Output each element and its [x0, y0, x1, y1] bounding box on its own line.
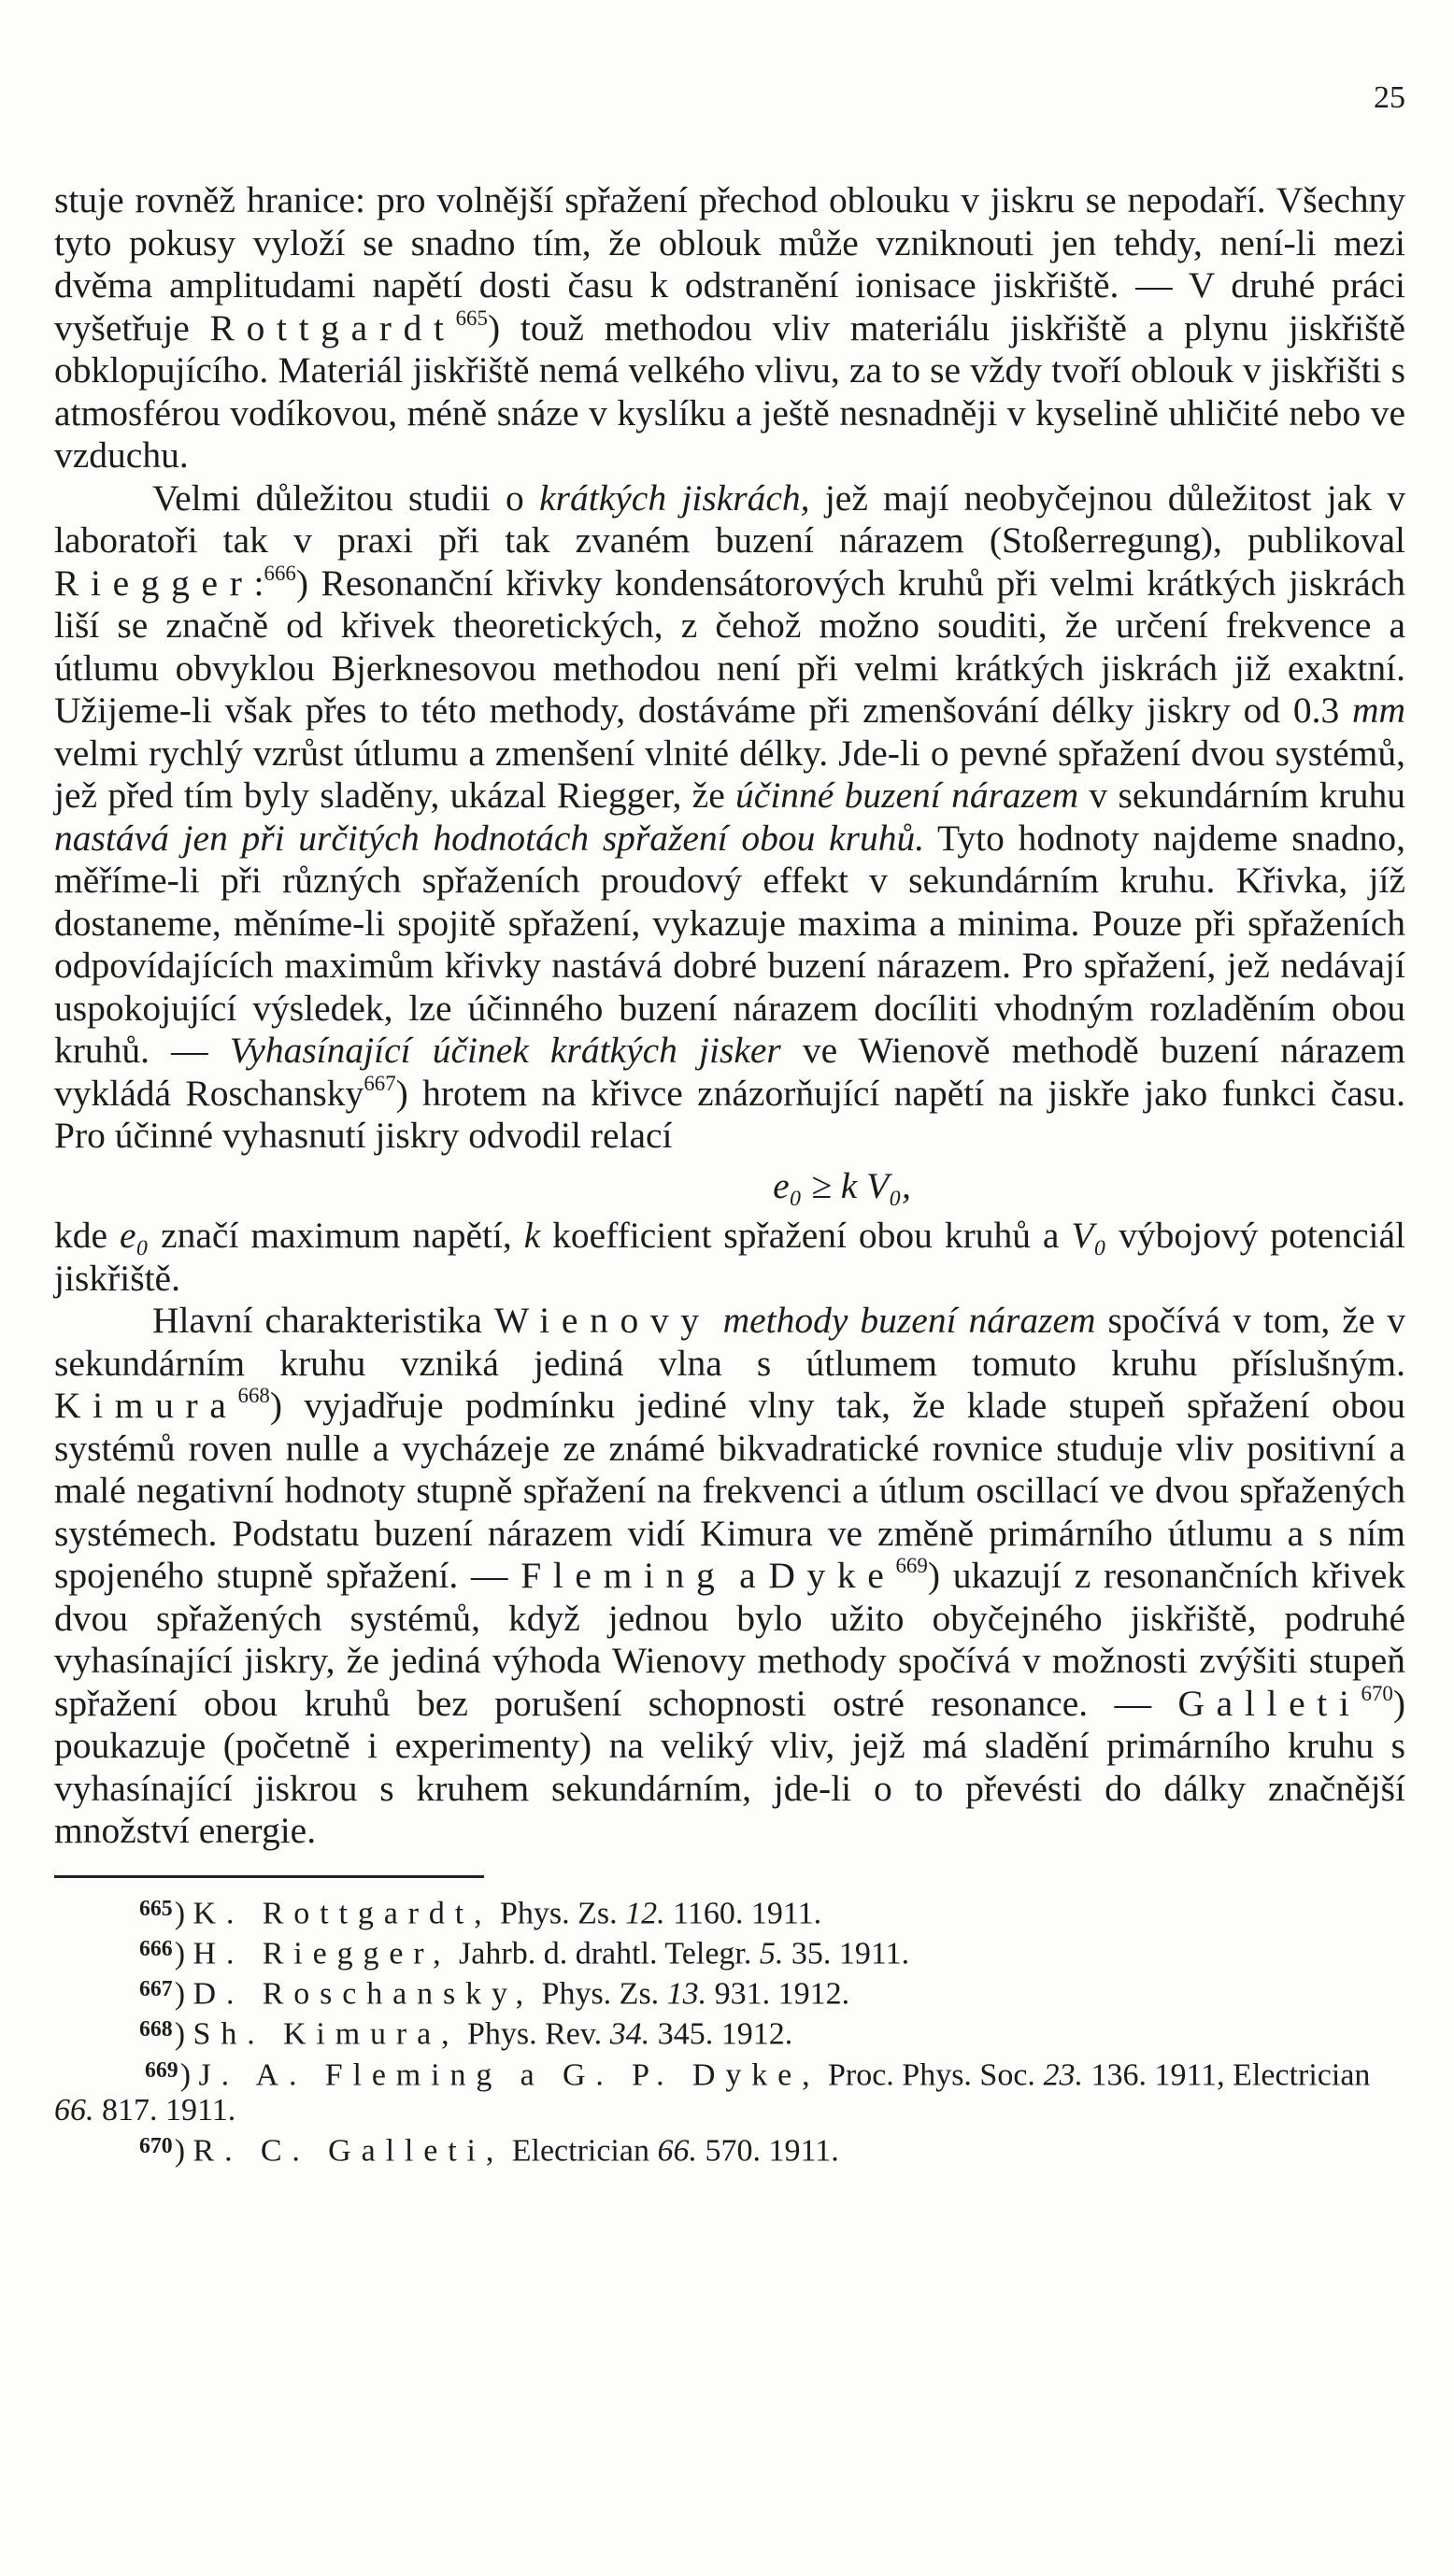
footnote-volume: 13.	[666, 1976, 707, 2012]
paragraph-3	[54, 1215, 1405, 1300]
paragraph-1	[54, 179, 1405, 477]
text-run: stuje rovněž hranice: pro volnější spřažení přechod oblouku v jiskru se nepodaří. Všechny tyto pokusy vyloží se snadno tím, že oblouk může vzniknouti jen tehdy, není-li mezi dvěma amplitudami napětí dosti času k odstranění ionisace jiskřiště. — V druhé práci vyšetřuje	[54, 179, 1405, 349]
symbol: k	[523, 1215, 541, 1256]
text-run: Hlavní charakteristika	[152, 1300, 494, 1341]
emphasis: Vyhasínající účinek krátkých jisker	[229, 1030, 781, 1071]
text-run: velmi rychlý vzrůst útlumu a zmenšení vlnité délky. Jde-li o pevné spřažení dvou systémů, jež před tím byly sladěny, ukázal Riegger, že	[54, 732, 1405, 816]
footnote-ref: 667	[364, 1071, 396, 1095]
footnote-journal: Phys. Zs.	[534, 1976, 667, 2012]
footnote-rest: 345. 1912.	[649, 2016, 793, 2052]
text-run: :	[253, 562, 264, 604]
text-run: ) hrotem na křivce znázorňující napětí na jiskře jako funkci času. Pro účinné vyhasnutí jiskry odvodil relací	[54, 1072, 1405, 1156]
footnote-ref: 668	[237, 1383, 270, 1407]
footnote-rest: 931. 1912.	[706, 1976, 850, 2012]
footnote-divider	[54, 1875, 484, 1878]
footnote-rest: 136. 1911, Electrician	[1082, 2057, 1371, 2093]
footnote-rest: 1160. 1911.	[664, 1895, 822, 1930]
author-name: Riegger	[54, 562, 254, 604]
paragraph-2	[54, 477, 1405, 1158]
footnote-volume: 23.	[1043, 2057, 1083, 2093]
author-name: Kimura	[54, 1385, 238, 1426]
footnote-volume: 12.	[625, 1895, 665, 1930]
emphasis: krátkých jiskrách,	[539, 477, 810, 519]
author-name: Galleti	[1177, 1682, 1361, 1724]
unit: mm	[1351, 690, 1405, 731]
symbol: V₀	[1071, 1215, 1107, 1256]
text-run: koefficient spřažení obou kruhů a	[540, 1215, 1072, 1256]
footnote: $^{667}$) D. Roschansky, Phys. Zs. 13. 931. 1912.	[139, 1976, 850, 2012]
footnote-author: H. Riegger,	[192, 1936, 451, 1971]
text-run: ) poukazuje (početně i experimenty) na veliký vliv, jejž má sladění primárního kruhu s vyhasínající jiskrou s kruhem sekundárním, jde-li o to převésti do dálky značnější množství energie.	[54, 1682, 1405, 1851]
author-name: Dyke	[768, 1555, 896, 1596]
text-run: a	[726, 1555, 769, 1596]
footnote-number: 668	[139, 2017, 173, 2042]
emphasis: nastává jen při určitých hodnotách spřažení obou kruhů.	[54, 817, 925, 859]
footnote-rest: 570. 1911.	[696, 2133, 839, 2169]
footnote-author: Sh. Kimura,	[192, 2016, 460, 2052]
footnote-volume: 34.	[609, 2016, 650, 2052]
footnotes	[54, 1891, 1405, 2170]
text-run: ) Resonanční křivky kondensátorových kruhů při velmi krátkých jiskrách liší se značně od křivek theoretických, z čehož možno souditi, že určení frekvence a útlumu obvyklou Bjerknesovou methodou není při velmi krátkých jiskrách již exaktní. Užijeme-li však přes to této methody, dostáváme při zmenšování délky jiskry od 0.3	[54, 562, 1405, 731]
text-run: kde	[54, 1215, 120, 1256]
footnote-journal: Phys. Rev.	[459, 2016, 610, 2052]
text-run: ) vyjadřuje podmínku jediné vlny tak, že klade stupeň spřažení obou systémů roven nulle a vycházeje ze známé bikvadratické rovnice studuje vliv positivní a malé negativní hodnoty stupně spřažení na frekvenci a útlum oscillací ve dvou spřažených systémech. Podstatu buzení nárazem vidí Kimura ve změně primárního útlumu a s ním spojeného stupně spřažení. —	[54, 1385, 1405, 1596]
footnote: $^{668}$) Sh. Kimura, Phys. Rev. 34. 345. 1912.	[139, 2016, 793, 2052]
footnote: $^{666}$) H. Riegger, Jahrb. d. drahtl. Telegr. 5. 35. 1911.	[139, 1936, 910, 1971]
footnote-author: K. Rottgardt,	[192, 1895, 492, 1930]
page-number: 25	[1374, 80, 1405, 115]
footnote-volume: 66.	[657, 2133, 697, 2169]
symbol: e₀	[119, 1215, 150, 1256]
emphasis: methody buzení nárazem	[722, 1300, 1096, 1341]
author-name: Fleming	[520, 1555, 727, 1596]
footnote-volume: 66.	[54, 2093, 94, 2128]
footnote-number: 665	[139, 1896, 173, 1921]
body-text	[54, 179, 1405, 2169]
text-run: spočívá v tom, že v sekundárním kruhu vzniká jediná vlna s útlumem tomuto kruhu příslušným.	[54, 1300, 1406, 1384]
author-name: Wienovy	[493, 1300, 711, 1341]
text-run: ) ukazují z resonančních křivek dvou spřažených systémů, když jednou bylo užito obyčejného jiskřiště, podruhé vyhasínající jiskry, že jediná výhoda Wienovy methody spočívá v možnosti zvýšiti stupeň spřažení obou kruhů bez porušení schopnosti ostré resonance. —	[54, 1555, 1405, 1724]
text-run: Tyto hodnoty najdeme snadno, měříme-li při různých spřaženích proudový effekt v sekundárním kruhu. Křivka, jíž dostaneme, měníme-li spojitě spřažení, vykazuje maxima a minima. Pouze při spřaženích odpovídajících maximům křivky nastává dobré buzení nárazem. Pro spřažení, jež nedávají uspokojující výsledek, lze účinného buzení nárazem docíliti vhodným rozladěním obou kruhů. —	[54, 817, 1405, 1071]
footnote-number: 669	[145, 2057, 178, 2083]
footnote-volume: 5.	[759, 1936, 784, 1971]
footnote-journal: Jahrb. d. drahtl. Telegr.	[450, 1936, 760, 1971]
author-name: Rottgardt	[209, 306, 456, 349]
footnote-journal: Proc. Phys. Soc.	[820, 2057, 1044, 2093]
text-run: jež mají neobyčejnou důležitost jak v laboratoři tak v praxi při tak zvaném buzení nárazem (Stoßerregung), publikoval	[54, 477, 1406, 561]
text-run: Velmi důležitou studii o	[152, 477, 540, 519]
text-run: výbojový potenciál jiskřiště.	[54, 1215, 1405, 1299]
footnote-author: J. A. Fleming a G. P. Dyke,	[198, 2057, 820, 2093]
footnote: $^{670}$) R. C. Galleti, Electrician 66. 570. 1911.	[139, 2133, 839, 2169]
footnote-rest: 817. 1911.	[93, 2093, 236, 2128]
footnote-author: R. C. Galleti,	[192, 2133, 505, 2169]
footnote-ref: 665	[455, 306, 488, 330]
emphasis: účinné buzení nárazem	[735, 775, 1079, 816]
footnote-ref: 669	[895, 1553, 928, 1577]
footnote: $^{665}$) K. Rottgardt, Phys. Zs. 12. 1160. 1911.	[139, 1895, 822, 1930]
footnote-ref: 670	[1361, 1681, 1393, 1705]
text-run: značí maximum napětí,	[149, 1215, 524, 1256]
footnote-author: D. Roschansky,	[192, 1976, 535, 2012]
footnote-number: 666	[139, 1936, 173, 1961]
footnote-number: 667	[139, 1977, 173, 2002]
formula: e₀ ≥ k V₀,	[773, 1164, 911, 1206]
footnote-number: 670	[139, 2134, 173, 2159]
footnote: $^{669}$) J. A. Fleming a G. P. Dyke, Proc. Phys. Soc. 23. 136. 1911, Electrician 66. 817. 1911.	[54, 2057, 1371, 2128]
text-run: ) touž methodou vliv materiálu jiskřiště a plynu jiskřiště obklopujícího. Materiál jiskřiště nemá velkého vlivu, za to se vždy tvoří oblouk v jiskřišti s atmosférou vodíkovou, méně snáze v kyslíku a ještě nesnadněji v kyselině uhličité nebo ve vzduchu.	[54, 306, 1405, 476]
footnote-journal: Electrician	[504, 2133, 658, 2169]
footnote-journal: Phys. Zs.	[492, 1895, 626, 1930]
footnote-ref: 666	[264, 561, 296, 585]
text-run: v sekundárním kruhu	[1078, 775, 1405, 816]
footnote-rest: 35. 1911.	[783, 1936, 910, 1971]
paragraph-4	[54, 1300, 1405, 1853]
text-run: ve Wienově methodě buzení nárazem vykládá Roschansky	[54, 1030, 1405, 1114]
